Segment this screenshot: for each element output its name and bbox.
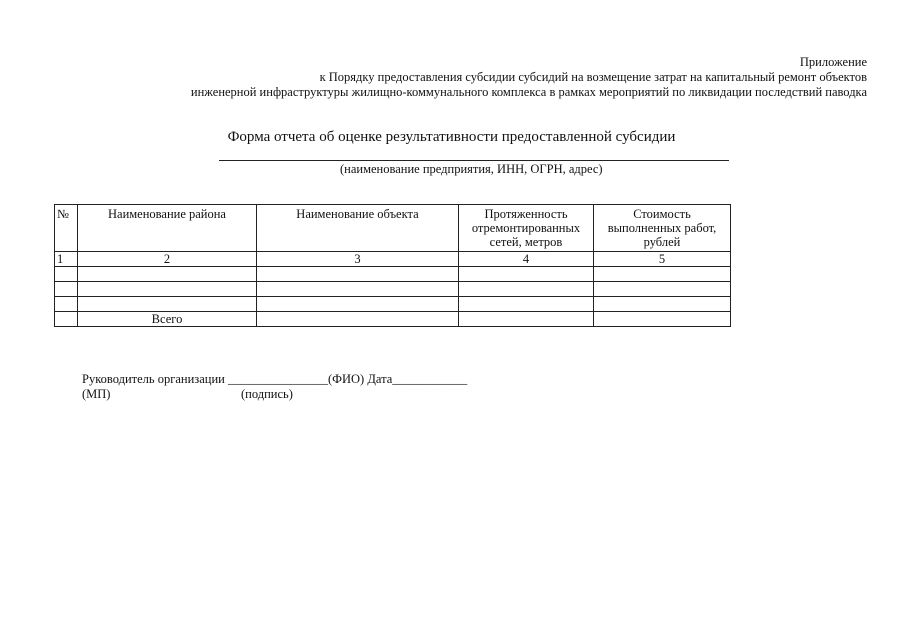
stamp-label: (МП) (82, 387, 111, 401)
table-row (55, 252, 731, 267)
table-cell (594, 267, 731, 282)
table-cell (459, 282, 594, 297)
table-cell (459, 312, 594, 327)
table-row (55, 267, 731, 282)
table-cell (55, 282, 78, 297)
appendix-reference-line2: инженерной инфраструктуры жилищно-коммунального комплекса в рамках мероприятий по ликвидации последствий паводка (190, 85, 867, 99)
table-total-row (55, 312, 731, 327)
col-header-length: Протяженность отремонтированных сетей, метров (459, 205, 594, 252)
table-row (55, 297, 731, 312)
column-number-cell: 3 (257, 252, 459, 267)
col-header-cost: Стоимость выполненных работ, рублей (594, 205, 731, 252)
col-header-number: № (55, 205, 78, 252)
column-number-cell: 1 (55, 252, 78, 267)
table-cell (78, 282, 257, 297)
table-cell (55, 312, 78, 327)
appendix-reference-line1: к Порядку предоставления субсидии субсидий на возмещение затрат на капитальный ремонт объектов (319, 70, 867, 84)
table-cell (55, 297, 78, 312)
table-cell (257, 297, 459, 312)
signature-line: Руководитель организации ________________(ФИО) Дата____________ (82, 372, 468, 386)
enterprise-blank-line (219, 160, 729, 161)
total-label: Всего (78, 312, 257, 327)
table-cell (55, 267, 78, 282)
table-cell (594, 312, 731, 327)
report-table (54, 204, 731, 327)
enterprise-field-label: (наименование предприятия, ИНН, ОГРН, адрес) (340, 162, 603, 176)
table-cell (594, 297, 731, 312)
appendix-title: Приложение (799, 55, 867, 69)
signature-label: (подпись) (241, 387, 293, 401)
table-header-row (55, 205, 731, 252)
table-cell (594, 282, 731, 297)
column-number-cell: 4 (459, 252, 594, 267)
col-header-district: Наименование района (78, 205, 257, 252)
table-cell (459, 297, 594, 312)
table-cell (78, 267, 257, 282)
table-cell (78, 297, 257, 312)
table-cell (257, 267, 459, 282)
table-cell (257, 312, 459, 327)
form-title: Форма отчета об оценке результативности предоставленной субсидии (227, 129, 676, 145)
col-header-object: Наименование объекта (257, 205, 459, 252)
table-row (55, 282, 731, 297)
column-number-cell: 5 (594, 252, 731, 267)
table-cell (459, 267, 594, 282)
column-number-cell: 2 (78, 252, 257, 267)
table-cell (257, 282, 459, 297)
